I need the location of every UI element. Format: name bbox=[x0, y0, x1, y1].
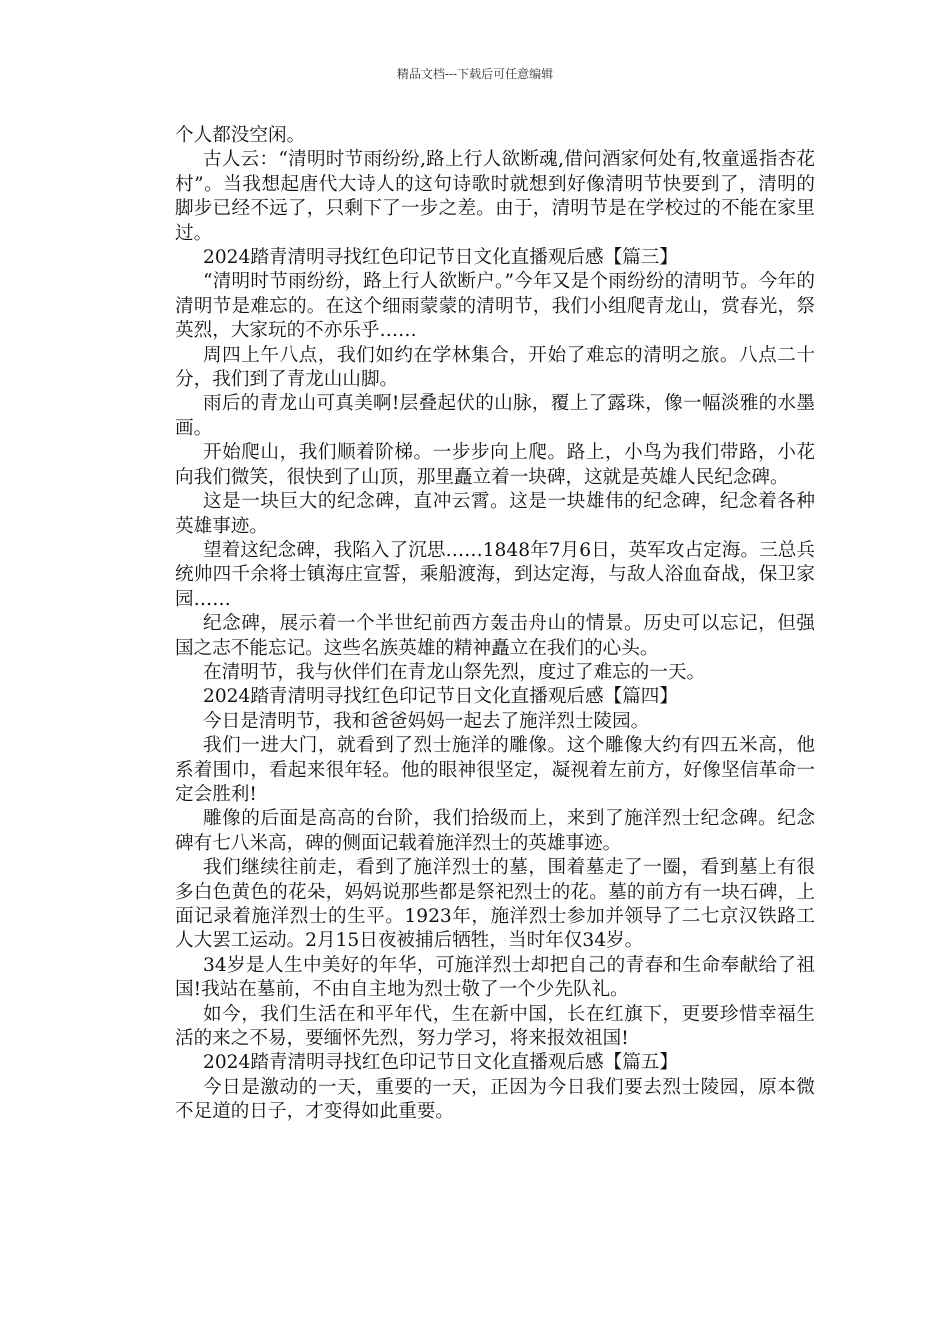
paragraph-13: 今日是清明节，我和爸爸妈妈一起去了施洋烈士陵园。 bbox=[203, 710, 650, 732]
paragraph-20: 今日是激动的一天，重要的一天，正因为今日我们要去烈士陵园，原本微不足道的日子，才变得如此重要。 bbox=[175, 1076, 815, 1123]
paragraph-2: 古人云：“清明时节雨纷纷,路上行人欲断魂,借问酒家何处有,牧童遥指杏花村”。当我想起唐代大诗人的这句诗歌时就想到好像清明节快要到了，清明的脚步已经不远了，只剩下了一步之差。由于，清明节是在学校过的不能在家里过。 bbox=[175, 149, 815, 244]
paragraph-4: “清明时节雨纷纷，路上行人欲断户。”今年又是个雨纷纷的清明节。今年的清明节是难忘的。在这个细雨蒙蒙的清明节，我们小组爬青龙山，赏春光，祭英烈，大家玩的不亦乐乎…… bbox=[175, 271, 815, 342]
paragraph-18: 如今，我们生活在和平年代，生在新中国，长在红旗下，更要珍惜幸福生活的来之不易，要缅怀先烈，努力学习，将来报效祖国! bbox=[175, 1003, 815, 1050]
paragraph-8: 这是一块巨大的纪念碑，直冲云霄。这是一块雄伟的纪念碑，纪念着各种英雄事迹。 bbox=[175, 491, 815, 537]
paragraph-6: 雨后的青龙山可真美啊!层叠起伏的山脉，覆上了露珠，像一幅淡雅的水墨画。 bbox=[175, 393, 815, 439]
paragraph-16: 我们继续往前走，看到了施洋烈士的墓，围着墓走了一圈，看到墓上有很多白色黄色的花朵，妈妈说那些都是祭祀烈士的花。墓的前方有一块石碑，上面记录着施洋烈士的生平。1923年，施洋烈士参加并领导了二七京汉铁路工人大罢工运动。2月15日夜被捕后牺牲，当时年仅34岁。 bbox=[175, 857, 815, 952]
section-heading-5: 2024踏青清明寻找红色印记节日文化直播观后感【篇五】 bbox=[203, 1052, 678, 1074]
paragraph-10: 纪念碑，展示着一个半世纪前西方轰击舟山的情景。历史可以忘记，但强国之志不能忘记。这些名族英雄的精神矗立在我们的心头。 bbox=[175, 613, 815, 659]
paragraph-5: 周四上午八点，我们如约在学林集合，开始了难忘的清明之旅。八点二十分，我们到了青龙山山脚。 bbox=[175, 344, 815, 391]
paragraph-11: 在清明节，我与伙伴们在青龙山祭先烈，度过了难忘的一天。 bbox=[203, 661, 706, 683]
paragraph-7: 开始爬山，我们顺着阶梯。一步步向上爬。路上，小鸟为我们带路，小花向我们微笑，很快到了山顶，那里矗立着一块碑，这就是英雄人民纪念碑。 bbox=[175, 442, 815, 488]
paragraph-1: 个人都没空闲。 bbox=[175, 125, 306, 146]
section-heading-4: 2024踏青清明寻找红色印记节日文化直播观后感【篇四】 bbox=[203, 686, 678, 708]
paragraph-14: 我们一进大门，就看到了烈士施洋的雕像。这个雕像大约有四五米高，他系着围巾，看起来很年轻。他的眼神很坚定，凝视着左前方，好像坚信革命一定会胜利! bbox=[175, 735, 815, 805]
paragraph-15: 雕像的后面是高高的台阶，我们拾级而上，来到了施洋烈士纪念碑。纪念碑有七八米高，碑的侧面记载着施洋烈士的英雄事迹。 bbox=[175, 808, 815, 854]
section-heading-3: 2024踏青清明寻找红色印记节日文化直播观后感【篇三】 bbox=[203, 247, 678, 269]
paragraph-17: 34岁是人生中美好的年华，可施洋烈士却把自己的青春和生命奉献给了祖国!我站在墓前，不由自主地为烈士敬了一个少先队礼。 bbox=[175, 954, 815, 1001]
page-header: 精品文档---下载后可任意编辑 bbox=[396, 67, 554, 81]
paragraph-9: 望着这纪念碑，我陷入了沉思……1848年7月6日，英军攻占定海。三总兵统帅四千余将士镇海庄宣誓，乘船渡海，到达定海，与敌人浴血奋战，保卫家园…… bbox=[175, 539, 815, 610]
document-body bbox=[175, 124, 815, 1125]
